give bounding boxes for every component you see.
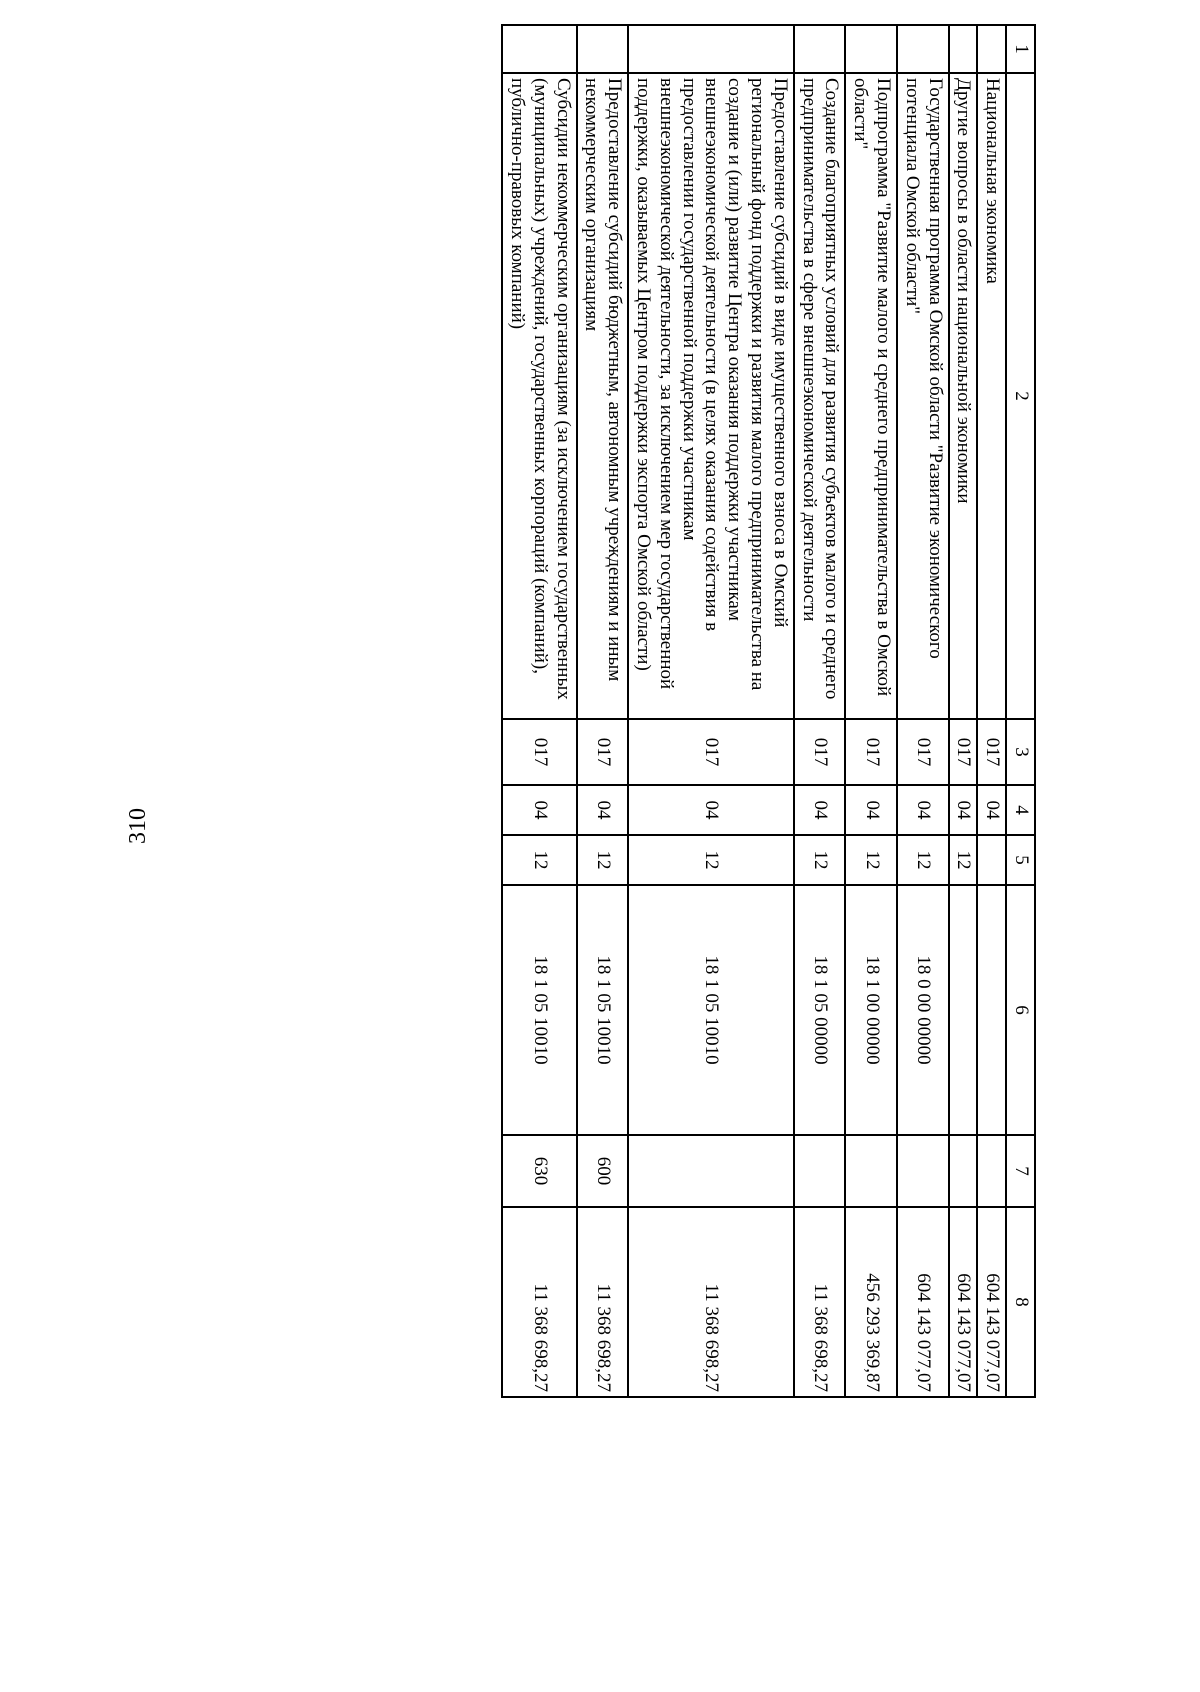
amount-cell: 11 368 698,27 [502,1207,576,1397]
expense-type-cell [628,1135,794,1207]
table-row [628,25,794,1397]
subsection-code-cell: 12 [794,835,846,885]
column-header: 4 [1006,785,1035,835]
grbs-code-cell: 017 [794,719,846,785]
expense-name-cell: Государственная программа Омской области "Развитие экономического потенциала Омской области" [897,73,949,719]
row-index-cell [977,25,1006,73]
subsection-code-cell: 12 [897,835,949,885]
row-index-cell [577,25,629,73]
amount-cell: 11 368 698,27 [794,1207,846,1397]
section-code-cell: 04 [977,785,1006,835]
expense-name-cell: Субсидии некоммерческим организациям (за исключением государственных (муниципальных) учреждений, государственных корпораций (компаний), публично-правовых компаний) [502,73,576,719]
subsection-code-cell: 12 [502,835,576,885]
expense-name-cell: Национальная экономика [977,73,1006,719]
target-article-cell: 18 1 00 00000 [845,885,897,1135]
expense-name-cell: Создание благоприятных условий для развития субъектов малого и среднего предпринимательства в сфере внешнеэкономической деятельности [794,73,846,719]
expense-name-cell: Другие вопросы в области национальной экономики [949,73,978,719]
subsection-code-cell [977,835,1006,885]
subsection-code-cell: 12 [845,835,897,885]
target-article-cell [949,885,978,1135]
column-header: 5 [1006,835,1035,885]
grbs-code-cell: 017 [845,719,897,785]
section-code-cell: 04 [794,785,846,835]
expense-name-cell: Предоставление субсидий бюджетным, автономным учреждениям и иным некоммерческим организациям [577,73,629,719]
amount-cell: 11 368 698,27 [577,1207,629,1397]
table-row [977,25,1006,1397]
column-header: 8 [1006,1207,1035,1397]
expense-name-cell: Предоставление субсидий в виде имущественного взноса в Омский региональный фонд поддержки и развития малого предпринимательства на создание и (или) развитие Центра оказания поддержки участникам внешнеэкономической деятельности (в целях оказания содействия в предоставлении государственной поддержки участникам внешнеэкономической деятельности, за исключением мер государственной поддержки, оказываемых Центром поддержки экспорта Омской области) [628,73,794,719]
subsection-code-cell: 12 [577,835,629,885]
subsection-code-cell: 12 [628,835,794,885]
column-header: 7 [1006,1135,1035,1207]
target-article-cell: 18 0 00 00000 [897,885,949,1135]
table-row [502,25,576,1397]
expense-type-cell [977,1135,1006,1207]
grbs-code-cell: 017 [502,719,576,785]
column-header: 3 [1006,719,1035,785]
section-code-cell: 04 [897,785,949,835]
table-row [794,25,846,1397]
section-code-cell: 04 [949,785,978,835]
grbs-code-cell: 017 [949,719,978,785]
expense-name-cell: Подпрограмма "Развитие малого и среднего предпринимательства в Омской области" [845,73,897,719]
table-row [845,25,897,1397]
grbs-code-cell: 017 [628,719,794,785]
target-article-cell: 18 1 05 10010 [628,885,794,1135]
section-code-cell: 04 [845,785,897,835]
page-number: 310 [125,808,151,844]
target-article-cell [977,885,1006,1135]
table-row [577,25,629,1397]
section-code-cell: 04 [502,785,576,835]
amount-cell: 456 293 369,87 [845,1207,897,1397]
expense-type-cell: 600 [577,1135,629,1207]
column-header: 1 [1006,25,1035,73]
target-article-cell: 18 1 05 00000 [794,885,846,1135]
budget-table [501,24,1036,1398]
table-header-row [1006,25,1035,1397]
table-row [897,25,949,1397]
amount-cell: 604 143 077,07 [897,1207,949,1397]
row-index-cell [845,25,897,73]
grbs-code-cell: 017 [977,719,1006,785]
section-code-cell: 04 [628,785,794,835]
grbs-code-cell: 017 [577,719,629,785]
row-index-cell [794,25,846,73]
section-code-cell: 04 [577,785,629,835]
subsection-code-cell: 12 [949,835,978,885]
expense-type-cell [794,1135,846,1207]
expense-type-cell [845,1135,897,1207]
amount-cell: 604 143 077,07 [949,1207,978,1397]
target-article-cell: 18 1 05 10010 [502,885,576,1135]
amount-cell: 11 368 698,27 [628,1207,794,1397]
row-index-cell [897,25,949,73]
grbs-code-cell: 017 [897,719,949,785]
expense-type-cell [897,1135,949,1207]
expense-type-cell: 630 [502,1135,576,1207]
expense-type-cell [949,1135,978,1207]
target-article-cell: 18 1 05 10010 [577,885,629,1135]
row-index-cell [949,25,978,73]
amount-cell: 604 143 077,07 [977,1207,1006,1397]
table-row [949,25,978,1397]
column-header: 6 [1006,885,1035,1135]
row-index-cell [628,25,794,73]
column-header: 2 [1006,73,1035,719]
row-index-cell [502,25,576,73]
